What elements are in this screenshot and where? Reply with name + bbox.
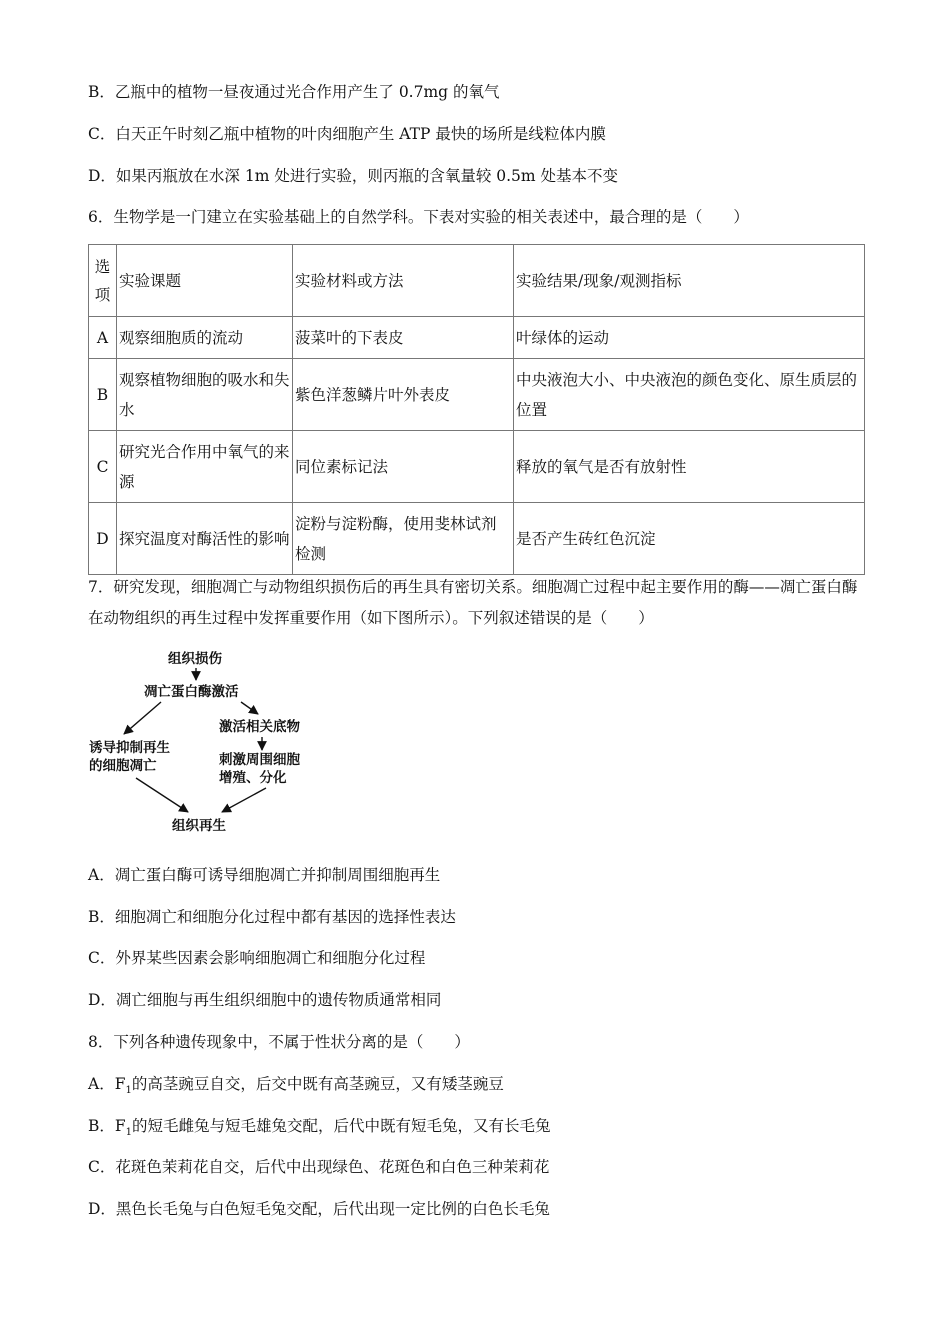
q8-option-d: D．黑色长毛兔与白色短毛兔交配，后代出现一定比例的白色长毛兔	[88, 1200, 550, 1218]
cell-result: 叶绿体的运动	[514, 317, 865, 359]
node-induce-apoptosis-line1: 诱导抑制再生	[89, 740, 170, 756]
q8-option-c: C．花斑色茉莉花自交，后代中出现绿色、花斑色和白色三种茉莉花	[88, 1158, 550, 1176]
q6-stem: 6．生物学是一门建立在实验基础上的自然学科。下表对实验的相关表述中，最合理的是（ ）	[88, 208, 749, 226]
q8-option-a-prefix: A．F	[88, 1075, 126, 1093]
cell-topic: 探究温度对酶活性的影响	[117, 503, 293, 575]
node-activate-substrate: 激活相关底物	[219, 719, 300, 735]
q8-option-a-text: 的高茎豌豆自交，后交中既有高茎豌豆，又有矮茎豌豆	[131, 1075, 504, 1093]
q8-option-b-text: 的短毛雌兔与短毛雄兔交配，后代中既有短毛兔，又有长毛兔	[132, 1117, 551, 1135]
header-option: 选项	[89, 245, 117, 317]
node-induce-apoptosis-line2: 的细胞凋亡	[89, 758, 157, 774]
node-tissue-regeneration: 组织再生	[172, 818, 226, 834]
table-row	[89, 503, 865, 575]
q8-option-b-prefix: B．F	[88, 1117, 126, 1135]
q8-option-a	[88, 1074, 504, 1101]
header-result: 实验结果/现象/观测指标	[514, 245, 865, 317]
cell-topic: 观察植物细胞的吸水和失水	[117, 359, 293, 431]
row-label: B	[89, 359, 117, 431]
q7-option-c: C．外界某些因素会影响细胞凋亡和细胞分化过程	[88, 949, 426, 967]
row-label: C	[89, 431, 117, 503]
q7-stem: 7．研究发现，细胞凋亡与动物组织损伤后的再生具有密切关系。细胞凋亡过程中起主要作用的酶——凋亡蛋白酶在动物组织的再生过程中发挥重要作用（如下图所示）。下列叙述错误的是（ ）	[88, 578, 858, 627]
cell-result: 释放的氧气是否有放射性	[514, 431, 865, 503]
q8-stem: 8．下列各种遗传现象中，不属于性状分离的是（ ）	[88, 1033, 470, 1051]
cell-method: 菠菜叶的下表皮	[293, 317, 514, 359]
q8-option-a-subscript: 1	[125, 1085, 132, 1097]
arrow-proliferation-to-regeneration	[222, 788, 266, 812]
table-header-row	[89, 245, 865, 317]
cell-method: 同位素标记法	[293, 431, 514, 503]
cell-topic: 研究光合作用中氧气的来源	[117, 431, 293, 503]
cell-result: 是否产生砖红色沉淀	[514, 503, 865, 575]
apoptosis-regeneration-diagram	[86, 646, 316, 842]
q8-option-b-subscript: 1	[125, 1127, 133, 1139]
q5-option-c: C．白天正午时刻乙瓶中植物的叶肉细胞产生 ATP 最快的场所是线粒体内膜	[88, 125, 606, 143]
q7-option-d: D．凋亡细胞与再生组织细胞中的遗传物质通常相同	[88, 991, 442, 1009]
node-tissue-damage: 组织损伤	[168, 651, 222, 667]
q8-option-b	[88, 1116, 551, 1143]
q7-option-b: B．细胞凋亡和细胞分化过程中都有基因的选择性表达	[88, 908, 456, 926]
arrow-protease-to-substrate	[241, 702, 258, 714]
q6-table	[88, 244, 865, 575]
row-label: D	[89, 503, 117, 575]
node-stimulate-cells-line2: 增殖、分化	[219, 770, 287, 786]
arrow-apoptosis-to-regeneration	[136, 778, 188, 812]
row-label: A	[89, 317, 117, 359]
node-stimulate-cells-line1: 刺激周围细胞	[219, 752, 300, 768]
node-protease-activation: 凋亡蛋白酶激活	[144, 684, 239, 700]
cell-result: 中央液泡大小、中央液泡的颜色变化、原生质层的位置	[514, 359, 865, 431]
header-topic: 实验课题	[117, 245, 293, 317]
cell-method: 紫色洋葱鳞片叶外表皮	[293, 359, 514, 431]
q7-option-a: A．凋亡蛋白酶可诱导细胞凋亡并抑制周围细胞再生	[88, 866, 441, 884]
arrow-protease-to-apoptosis	[124, 702, 161, 734]
q5-option-d: D．如果丙瓶放在水深 1m 处进行实验，则丙瓶的含氧量较 0.5m 处基本不变	[88, 167, 619, 185]
cell-topic: 观察细胞质的流动	[117, 317, 293, 359]
cell-method: 淀粉与淀粉酶，使用斐林试剂检测	[293, 503, 514, 575]
table-row	[89, 359, 865, 431]
table-row	[89, 431, 865, 503]
header-method: 实验材料或方法	[293, 245, 514, 317]
table-row	[89, 317, 865, 359]
q5-option-b: B．乙瓶中的植物一昼夜通过光合作用产生了 0.7mg 的氧气	[88, 83, 500, 101]
